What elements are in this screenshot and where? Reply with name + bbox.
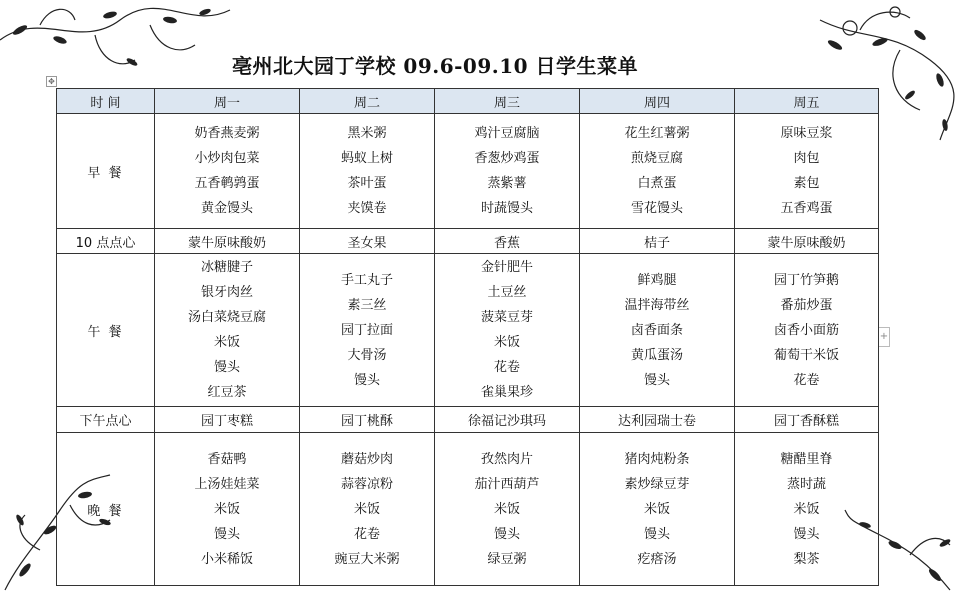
dish: 肉包 bbox=[793, 151, 820, 166]
dish: 原味豆浆 bbox=[780, 126, 833, 141]
dish: 馒头 bbox=[493, 526, 520, 542]
dish: 园丁竹笋鹅 bbox=[773, 272, 839, 288]
table-row-dinner bbox=[57, 433, 879, 586]
dish: 馒头 bbox=[353, 372, 380, 388]
cell-breakfast-wednesday bbox=[435, 114, 580, 229]
dish: 大骨汤 bbox=[347, 347, 387, 363]
table-row-breakfast bbox=[57, 114, 879, 229]
cell-dinner-wednesday bbox=[435, 433, 580, 586]
row-label-dinner: 晚 餐 bbox=[57, 433, 155, 586]
dish: 花卷 bbox=[353, 526, 380, 542]
header-monday: 周一 bbox=[155, 89, 300, 114]
dish: 黄瓜蛋汤 bbox=[630, 347, 683, 363]
page-title: 亳州北大园丁学校 09.6-09.10 日学生菜单 bbox=[231, 54, 639, 78]
dish: 菠菜豆芽 bbox=[480, 310, 533, 325]
cell-snack-friday: 蒙牛原味酸奶 bbox=[735, 229, 879, 254]
header-thursday: 周四 bbox=[580, 89, 735, 114]
dish: 黄金馒头 bbox=[200, 201, 253, 216]
table-row-afternoon-snack bbox=[57, 407, 879, 433]
table-row-lunch bbox=[57, 254, 879, 407]
dish: 红豆茶 bbox=[207, 385, 247, 400]
dish: 馒头 bbox=[643, 372, 670, 388]
dish: 煎烧豆腐 bbox=[630, 151, 683, 166]
dish: 香菇鸭 bbox=[207, 451, 247, 467]
dish: 米饭 bbox=[213, 335, 240, 350]
table-move-handle-icon[interactable]: ✥ bbox=[46, 76, 57, 87]
cell-afternoon-monday: 园丁枣糕 bbox=[155, 407, 300, 433]
dish: 花卷 bbox=[493, 360, 520, 375]
dish: 蚂蚁上树 bbox=[340, 151, 393, 166]
dish: 馒头 bbox=[213, 360, 240, 375]
dish: 金针肥牛 bbox=[480, 260, 533, 275]
cell-afternoon-wednesday: 徐福记沙琪玛 bbox=[435, 407, 580, 433]
cell-dinner-friday bbox=[735, 433, 879, 586]
dish: 雀巢果珍 bbox=[480, 385, 533, 400]
dish: 素三丝 bbox=[347, 297, 387, 313]
dish: 绿豆粥 bbox=[487, 551, 527, 567]
cell-dinner-tuesday bbox=[300, 433, 435, 586]
dish: 豌豆大米粥 bbox=[334, 551, 400, 567]
dish: 葡萄干米饭 bbox=[773, 347, 839, 363]
dish: 素炒绿豆芽 bbox=[624, 476, 690, 492]
dish: 米饭 bbox=[353, 501, 380, 517]
dish: 上汤娃娃菜 bbox=[194, 476, 260, 492]
insert-column-handle-icon[interactable]: + bbox=[878, 327, 890, 347]
cell-afternoon-thursday: 达利园瑞士卷 bbox=[580, 407, 735, 433]
header-time: 时 间 bbox=[57, 89, 155, 114]
cell-lunch-wednesday bbox=[435, 254, 580, 407]
dish: 梨茶 bbox=[793, 551, 820, 567]
header-row bbox=[57, 89, 879, 114]
cell-lunch-tuesday bbox=[300, 254, 435, 407]
header-friday: 周五 bbox=[735, 89, 879, 114]
dish: 汤白菜烧豆腐 bbox=[187, 310, 266, 325]
dish: 馒头 bbox=[643, 526, 670, 542]
dish: 米饭 bbox=[493, 335, 520, 350]
cell-lunch-monday bbox=[155, 254, 300, 407]
cell-breakfast-friday bbox=[735, 114, 879, 229]
dish: 卤香小面筋 bbox=[773, 322, 839, 338]
dish: 小炒肉包菜 bbox=[194, 151, 260, 166]
row-label-afternoon-snack: 下午点心 bbox=[57, 407, 155, 433]
dish: 花生红薯粥 bbox=[624, 126, 690, 141]
cell-breakfast-monday bbox=[155, 114, 300, 229]
dish: 黑米粥 bbox=[347, 126, 387, 141]
row-label-breakfast: 早 餐 bbox=[57, 114, 155, 229]
dish: 小米稀饭 bbox=[200, 551, 253, 567]
dish: 米饭 bbox=[643, 501, 670, 517]
row-label-lunch: 午 餐 bbox=[57, 254, 155, 407]
dish: 五香鸡蛋 bbox=[780, 201, 833, 216]
dish: 蒸时蔬 bbox=[786, 476, 826, 492]
dish: 米饭 bbox=[213, 501, 240, 517]
cell-lunch-friday bbox=[735, 254, 879, 407]
cell-snack-tuesday: 圣女果 bbox=[300, 229, 435, 254]
cell-afternoon-friday: 园丁香酥糕 bbox=[735, 407, 879, 433]
dish: 奶香燕麦粥 bbox=[194, 126, 260, 141]
cell-snack-thursday: 桔子 bbox=[580, 229, 735, 254]
dish: 香葱炒鸡蛋 bbox=[474, 151, 540, 166]
dish: 土豆丝 bbox=[487, 285, 527, 300]
dish: 馒头 bbox=[793, 526, 820, 542]
dish: 蒸紫薯 bbox=[487, 176, 527, 191]
dish: 素包 bbox=[793, 176, 820, 191]
dish: 五香鹌鹑蛋 bbox=[194, 176, 260, 191]
dish: 鸡汁豆腐脑 bbox=[474, 126, 540, 141]
menu-table bbox=[56, 88, 879, 586]
dish: 疙瘩汤 bbox=[637, 551, 677, 567]
dish: 夹馍卷 bbox=[347, 201, 387, 216]
dish: 蒜蓉凉粉 bbox=[340, 476, 393, 492]
header-wednesday: 周三 bbox=[435, 89, 580, 114]
cell-breakfast-tuesday bbox=[300, 114, 435, 229]
dish: 卤香面条 bbox=[630, 322, 683, 338]
dish: 米饭 bbox=[793, 501, 820, 517]
dish: 猪肉炖粉条 bbox=[624, 451, 690, 467]
dish: 白煮蛋 bbox=[637, 176, 677, 191]
cell-dinner-thursday bbox=[580, 433, 735, 586]
dish: 蘑菇炒肉 bbox=[340, 451, 393, 467]
dish: 糖醋里脊 bbox=[780, 451, 833, 467]
row-label-morning-snack: 10 点点心 bbox=[57, 229, 155, 254]
cell-snack-monday: 蒙牛原味酸奶 bbox=[155, 229, 300, 254]
dish: 时蔬馒头 bbox=[480, 201, 533, 216]
dish: 番茄炒蛋 bbox=[780, 297, 833, 313]
dish: 冰糖腱子 bbox=[200, 260, 253, 275]
dish: 温拌海带丝 bbox=[624, 297, 690, 313]
dish: 茶叶蛋 bbox=[347, 176, 387, 191]
header-tuesday: 周二 bbox=[300, 89, 435, 114]
dish: 手工丸子 bbox=[340, 272, 393, 288]
cell-dinner-monday bbox=[155, 433, 300, 586]
dish: 米饭 bbox=[493, 501, 520, 517]
dish: 茄汁西葫芦 bbox=[474, 476, 540, 492]
dish: 雪花馒头 bbox=[630, 201, 683, 216]
dish: 鲜鸡腿 bbox=[637, 272, 677, 288]
cell-breakfast-thursday bbox=[580, 114, 735, 229]
dish: 孜然肉片 bbox=[480, 451, 533, 467]
dish: 园丁拉面 bbox=[340, 322, 393, 338]
cell-lunch-thursday bbox=[580, 254, 735, 407]
cell-afternoon-tuesday: 园丁桃酥 bbox=[300, 407, 435, 433]
cell-snack-wednesday: 香蕉 bbox=[435, 229, 580, 254]
dish: 花卷 bbox=[793, 372, 820, 388]
table-row-morning-snack bbox=[57, 229, 879, 254]
dish: 银牙肉丝 bbox=[200, 285, 253, 300]
dish: 馒头 bbox=[213, 526, 240, 542]
